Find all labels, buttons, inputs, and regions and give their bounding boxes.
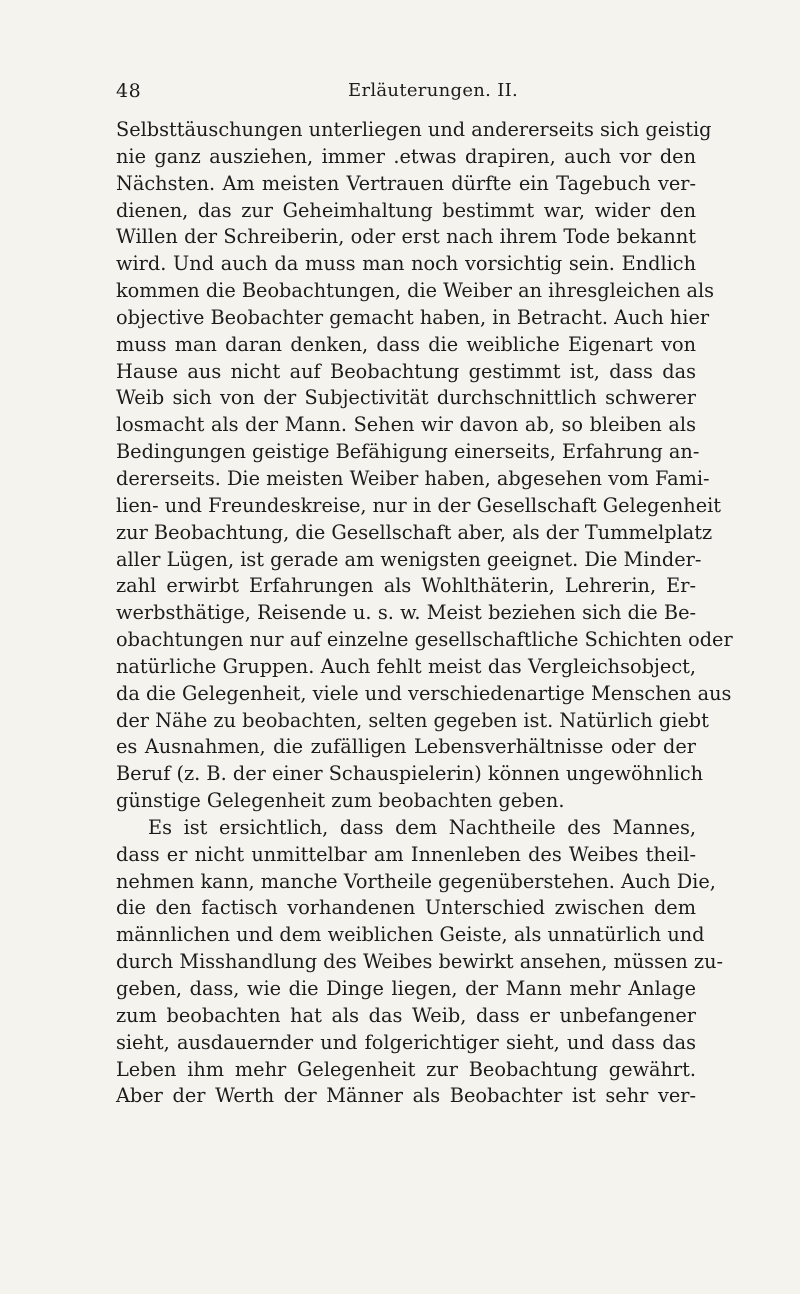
- text-line: lien- und Freundeskreise, nur in der Gesellschaft Gelegenheit: [116, 493, 722, 517]
- text-line: Selbsttäuschungen unterliegen und andererseits sich geistig: [116, 118, 712, 141]
- text-line: losmacht als der Mann. Sehen wir davon ab, so bleiben als: [116, 413, 696, 437]
- text-line: sieht, ausdauernder und folgerichtiger sieht, und dass das: [116, 1030, 696, 1054]
- running-head: Erläuterungen. II.: [348, 80, 519, 101]
- text-line: der Nähe zu beobachten, selten gegeben ist. Natürlich giebt: [116, 708, 709, 732]
- text-line: günstige Gelegenheit zum beobachten geben.: [116, 789, 565, 813]
- text-line: muss man daran denken, dass die weibliche Eigenart von: [116, 332, 696, 356]
- text-line: zum beobachten hat als das Weib, dass er unbefangener: [116, 1003, 696, 1027]
- page-number: 48: [116, 80, 142, 102]
- text-line: werbsthätige, Reisende u. s. w. Meist beziehen sich die Be-: [116, 601, 696, 625]
- text-line: da die Gelegenheit, viele und verschiedenartige Menschen aus: [116, 681, 732, 705]
- text-line: Nächsten. Am meisten Vertrauen dürfte ein Tagebuch ver-: [116, 171, 696, 195]
- text-line: Bedingungen geistige Befähigung einerseits, Erfahrung an-: [116, 440, 700, 464]
- text-line: geben, dass, wie die Dinge liegen, der Mann mehr Anlage: [116, 977, 696, 1000]
- text-line: objective Beobachter gemacht haben, in Betracht. Auch hier: [116, 305, 710, 329]
- text-line: nehmen kann, manche Vortheile gegenüberstehen. Auch Die,: [116, 869, 716, 893]
- text-line: es Ausnahmen, die zufälligen Lebensverhältnisse oder der: [116, 735, 696, 759]
- text-line: männlichen und dem weiblichen Geiste, als unnatürlich und: [116, 923, 705, 947]
- page-header: [116, 80, 696, 110]
- text-line: kommen die Beobachtungen, die Weiber an ihresgleichen als: [116, 279, 715, 303]
- text-line: dienen, das zur Geheimhaltung bestimmt war, wider den: [116, 198, 696, 222]
- text-line: Weib sich von der Subjectivität durchschnittlich schwerer: [116, 386, 696, 410]
- text-line: dererseits. Die meisten Weiber haben, abgesehen vom Fami-: [116, 466, 710, 490]
- text-line: Beruf (z. B. der einer Schauspielerin) können ungewöhnlich: [116, 762, 704, 786]
- text-line: natürliche Gruppen. Auch fehlt meist das Vergleichsobject,: [116, 654, 696, 678]
- text-line: obachtungen nur auf einzelne gesellschaftliche Schichten oder: [116, 628, 733, 652]
- text-line: durch Misshandlung des Weibes bewirkt ansehen, müssen zu-: [116, 950, 724, 974]
- text-line: Aber der Werth der Männer als Beobachter ist sehr ver-: [116, 1084, 696, 1108]
- text-line: aller Lügen, ist gerade am wenigsten geeignet. Die Minder-: [116, 547, 702, 571]
- text-line: Willen der Schreiberin, oder erst nach ihrem Tode bekannt: [116, 225, 696, 249]
- text-line: zahl erwirbt Erfahrungen als Wohlthäterin, Lehrerin, Er-: [116, 574, 696, 598]
- text-body: [116, 117, 733, 1110]
- text-line: Es ist ersichtlich, dass dem Nachtheile des Mannes,: [148, 815, 696, 839]
- text-line: nie ganz ausziehen, immer .etwas drapiren, auch vor den: [116, 144, 696, 168]
- text-line: zur Beobachtung, die Gesellschaft aber, als der Tummelplatz: [116, 520, 713, 544]
- text-line: Hause aus nicht auf Beobachtung gestimmt ist, dass das: [116, 359, 696, 383]
- text-line: dass er nicht unmittelbar am Innenleben des Weibes theil-: [116, 842, 696, 866]
- text-line: die den factisch vorhandenen Unterschied zwischen dem: [116, 896, 696, 920]
- text-line: wird. Und auch da muss man noch vorsichtig sein. Endlich: [116, 252, 696, 276]
- text-line: Leben ihm mehr Gelegenheit zur Beobachtung gewährt.: [116, 1057, 696, 1081]
